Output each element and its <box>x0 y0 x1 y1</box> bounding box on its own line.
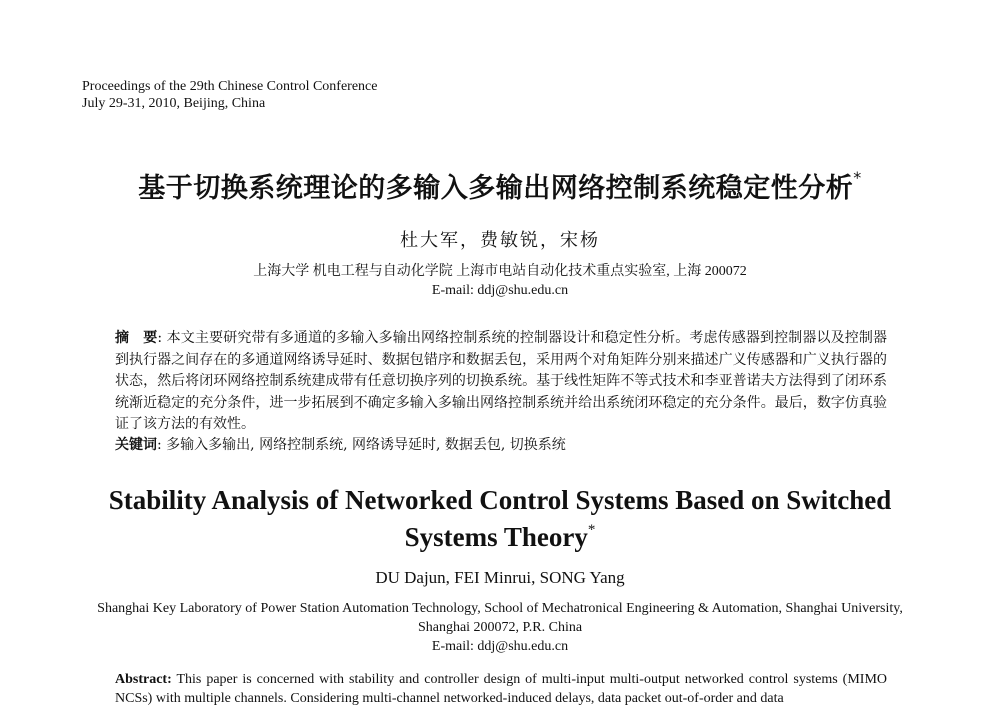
chinese-affiliation-block <box>0 262 1000 300</box>
english-affiliation: Shanghai Key Laboratory of Power Station Automation Technology, School of Mechatronical Engineering & Automation, Shanghai University, Shanghai 200072, P.R. China <box>97 601 903 635</box>
chinese-title-text: 基于切换系统理论的多输入多输出网络控制系统稳定性分析 <box>138 173 854 204</box>
chinese-keywords-label: 关键词 <box>115 437 157 453</box>
chinese-abstract-label: 摘 要 <box>115 330 158 346</box>
english-abstract-text: This paper is concerned with stability and controller design of multi-input multi-output networked control systems (MIMO NCSs) with multiple channels. Considering multi-channel networked-induced delays, data packet out-of-order and data <box>115 672 887 706</box>
chinese-abstract <box>115 328 887 436</box>
proceedings-header <box>82 78 377 112</box>
chinese-title <box>0 166 1000 205</box>
english-title-line1: Stability Analysis of Networked Control Systems Based on Switched <box>108 485 892 515</box>
chinese-abstract-text: : 本文主要研究带有多通道的多输入多输出网络控制系统的控制器设计和稳定性分析。考虑传感器到控制器以及控制器到执行器之间存在的多通道网络诱导延时、数据包错序和数据丢包，采用两个对角矩阵分别来描述广义传感器和广义执行器的状态，然后将闭环网络控制系统建成带有任意切换序列的切换系统。基于线性矩阵不等式技术和李亚普诺夫方法得到了闭环系统渐近稳定的充分条件，进一步拓展到不确定多输入多输出网络控制系统并给出系统闭环稳定的充分条件。最后，数字仿真验证了该方法的有效性。 <box>115 330 888 432</box>
chinese-affiliation: 上海大学 机电工程与自动化学院 上海市电站自动化技术重点实验室, 上海 200072 <box>253 264 747 279</box>
chinese-keywords <box>115 435 887 455</box>
chinese-title-footnote-mark: * <box>853 168 862 187</box>
english-abstract <box>115 670 887 708</box>
english-authors: DU Dajun, FEI Minrui, SONG Yang <box>375 568 625 587</box>
english-affiliation-block <box>90 599 910 656</box>
english-title <box>0 484 1000 553</box>
english-title-footnote-mark: * <box>587 522 596 538</box>
english-abstract-label: Abstract: <box>115 672 172 687</box>
chinese-keywords-text: : 多输入多输出, 网络控制系统, 网络诱导延时, 数据丢包, 切换系统 <box>157 437 566 453</box>
english-title-line2: Systems Theory <box>404 522 588 552</box>
chinese-email: E-mail: ddj@shu.edu.cn <box>431 283 569 298</box>
proceedings-date-location: July 29-31, 2010, Beijing, China <box>82 96 266 111</box>
chinese-authors: 杜大军，费敏锐，宋杨 <box>400 230 600 251</box>
proceedings-title: Proceedings of the 29th Chinese Control Conference <box>82 79 378 94</box>
english-email: E-mail: ddj@shu.edu.cn <box>431 639 569 654</box>
